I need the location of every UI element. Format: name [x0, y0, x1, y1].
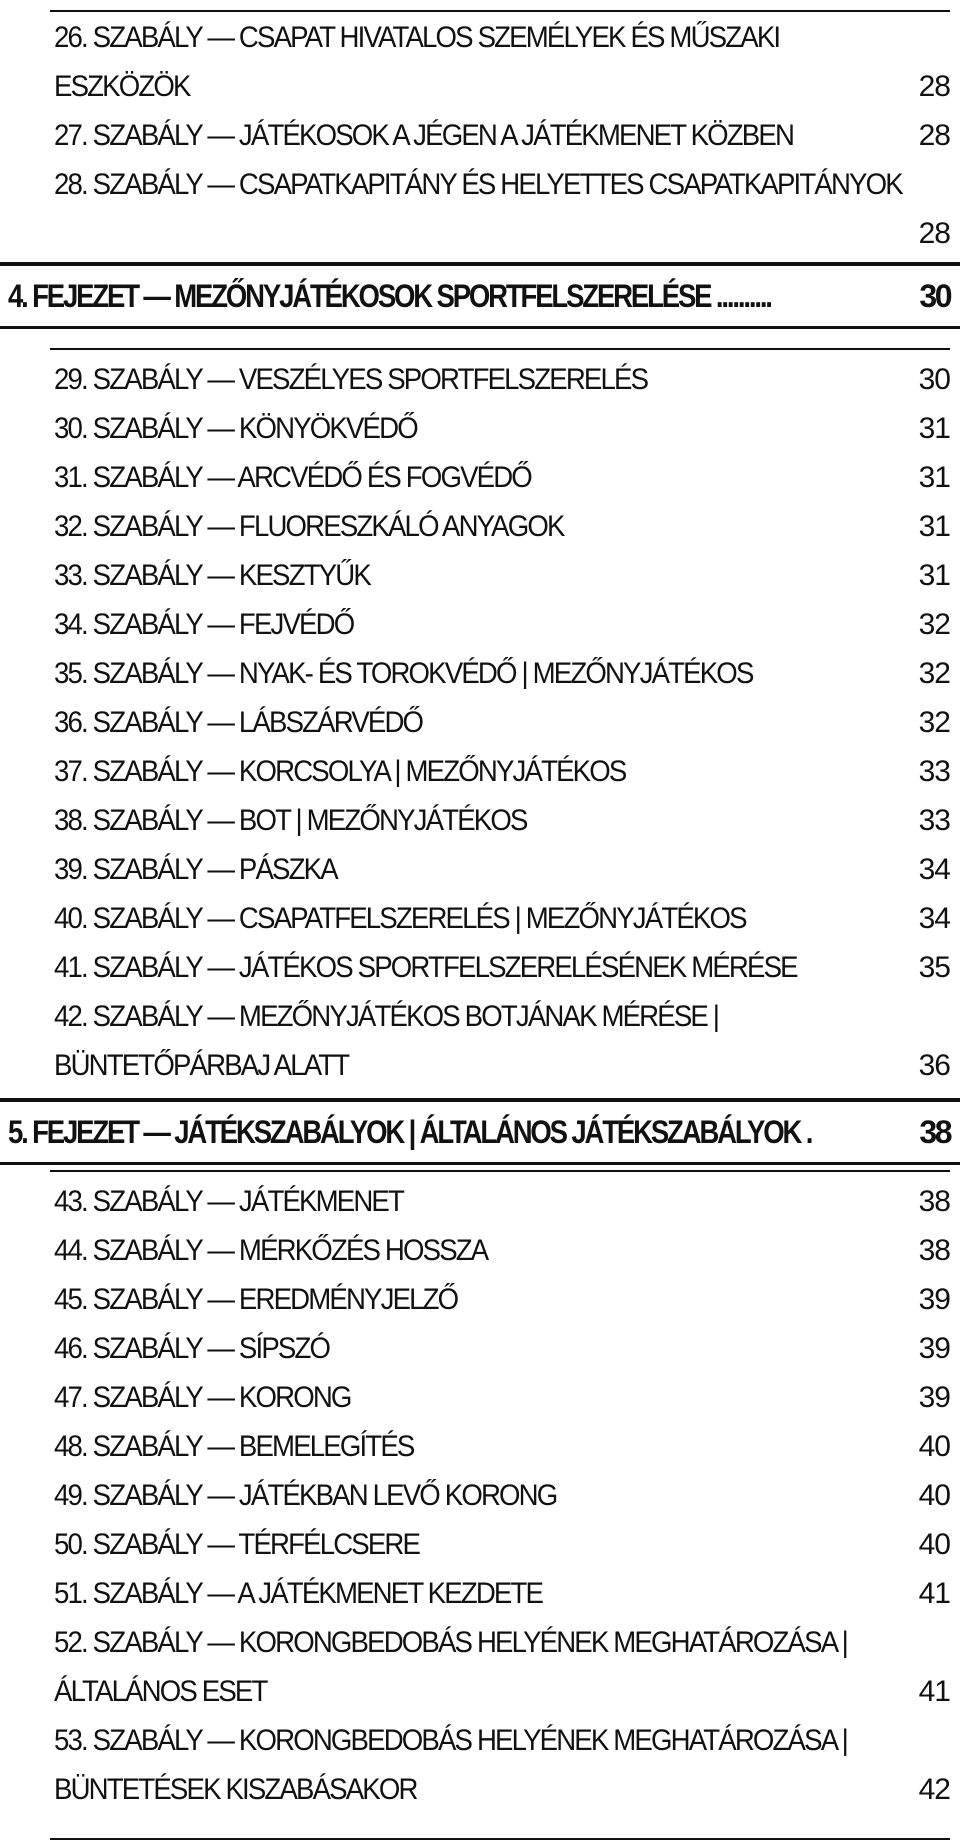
- toc-entry-text: 33. SZABÁLY — KESZTYŰK: [54, 559, 370, 592]
- chapter-title: 5. FEJEZET — JÁTÉKSZABÁLYOK | ÁLTALÁNOS JÁTÉKSZABÁLYOK .: [8, 1114, 812, 1150]
- toc-entry[interactable]: [54, 1471, 950, 1520]
- toc-entry[interactable]: [54, 453, 950, 502]
- chapter-4-heading[interactable]: [8, 268, 950, 324]
- toc-page-number: 28: [918, 70, 950, 103]
- toc-entry-text: ÁLTALÁNOS ESET: [54, 1675, 267, 1708]
- toc-entry-text: 34. SZABÁLY — FEJVÉDŐ: [54, 608, 354, 641]
- toc-entry[interactable]: [54, 698, 950, 747]
- toc-entry[interactable]: [54, 160, 950, 258]
- toc-entry[interactable]: [54, 1177, 950, 1226]
- toc-entry-text: 38. SZABÁLY — BOT | MEZŐNYJÁTÉKOS: [54, 804, 527, 837]
- toc-entry-text: 42. SZABÁLY — MEZŐNYJÁTÉKOS BOTJÁNAK MÉRÉSE |: [54, 1000, 719, 1033]
- toc-entry[interactable]: [54, 1324, 950, 1373]
- toc-entry-text: 53. SZABÁLY — KORONGBEDOBÁS HELYÉNEK MEGHATÁROZÁSA |: [54, 1724, 847, 1757]
- toc-entry[interactable]: [54, 1226, 950, 1275]
- divider: [0, 1162, 960, 1165]
- toc-entry-text: 44. SZABÁLY — MÉRKŐZÉS HOSSZA: [54, 1234, 488, 1267]
- toc-entry-text: 50. SZABÁLY — TÉRFÉLCSERE: [54, 1528, 420, 1561]
- toc-entry-text: 45. SZABÁLY — EREDMÉNYJELZŐ: [54, 1283, 458, 1316]
- toc-entry[interactable]: [54, 551, 950, 600]
- toc-entry[interactable]: [54, 1373, 950, 1422]
- toc-page-number: 39: [918, 1283, 950, 1316]
- toc-entry-text: 29. SZABÁLY — VESZÉLYES SPORTFELSZERELÉS: [54, 363, 648, 396]
- divider: [0, 326, 960, 329]
- toc-page-number: 34: [918, 902, 950, 935]
- toc-entry-text: 39. SZABÁLY — PÁSZKA: [54, 853, 337, 886]
- toc-entry[interactable]: [54, 111, 950, 160]
- toc-page-number: 33: [918, 804, 950, 837]
- toc-entry-text: [54, 209, 878, 258]
- toc-entry[interactable]: [54, 1520, 950, 1569]
- toc-page-number: 40: [918, 1479, 950, 1512]
- divider: [50, 1170, 950, 1172]
- toc-page-number: 36: [918, 1049, 950, 1082]
- chapter-5-heading[interactable]: [8, 1104, 950, 1160]
- toc-page-number: 31: [918, 461, 950, 494]
- toc-page-number: 28: [918, 217, 950, 250]
- toc-page-number: 30: [918, 363, 950, 396]
- toc-entry-text: 48. SZABÁLY — BEMELEGÍTÉS: [54, 1430, 414, 1463]
- toc-page-number: 38: [918, 1185, 950, 1218]
- toc-entry[interactable]: [54, 404, 950, 453]
- toc-entry-text: 41. SZABÁLY — JÁTÉKOS SPORTFELSZERELÉSÉNEK MÉRÉSE: [54, 951, 797, 984]
- toc-entry[interactable]: [54, 943, 950, 992]
- toc-entry[interactable]: [54, 1275, 950, 1324]
- toc-entry-text: 35. SZABÁLY — NYAK- ÉS TOROKVÉDŐ | MEZŐNYJÁTÉKOS: [54, 657, 753, 690]
- toc-page-number: 33: [918, 755, 950, 788]
- toc-entry[interactable]: [54, 649, 950, 698]
- toc-entry[interactable]: [54, 13, 950, 111]
- toc-entry[interactable]: [54, 747, 950, 796]
- toc-page-number: 38: [918, 1234, 950, 1267]
- toc-entry-text: 30. SZABÁLY — KÖNYÖKVÉDŐ: [54, 412, 417, 445]
- toc-entry[interactable]: [54, 502, 950, 551]
- toc-entry-text: 51. SZABÁLY — A JÁTÉKMENET KEZDETE: [54, 1577, 543, 1610]
- toc-page-number: 34: [918, 853, 950, 886]
- toc-page-number: 32: [918, 608, 950, 641]
- chapter-page-number: 38: [919, 1114, 950, 1150]
- toc-entry-text: 47. SZABÁLY — KORONG: [54, 1381, 351, 1414]
- toc-entry-text: 27. SZABÁLY — JÁTÉKOSOK A JÉGEN A JÁTÉKMENET KÖZBEN: [54, 119, 794, 152]
- toc-entry[interactable]: [54, 1618, 950, 1716]
- toc-entry-text: 32. SZABÁLY — FLUORESZKÁLÓ ANYAGOK: [54, 510, 564, 543]
- toc-entry-text: 52. SZABÁLY — KORONGBEDOBÁS HELYÉNEK MEGHATÁROZÁSA |: [54, 1626, 847, 1659]
- chapter-title: 4. FEJEZET — MEZŐNYJÁTÉKOSOK SPORTFELSZERELÉSE ..........: [8, 278, 771, 314]
- toc-entry[interactable]: [54, 992, 950, 1090]
- toc-page-number: 35: [918, 951, 950, 984]
- toc-entry[interactable]: [54, 355, 950, 404]
- toc-entry-text: 26. SZABÁLY — CSAPAT HIVATALOS SZEMÉLYEK ÉS MŰSZAKI: [54, 21, 780, 54]
- toc-entry-text: 40. SZABÁLY — CSAPATFELSZERELÉS | MEZŐNYJÁTÉKOS: [54, 902, 746, 935]
- toc-page-number: 28: [918, 119, 950, 152]
- toc-entry[interactable]: [54, 600, 950, 649]
- toc-page-number: 41: [918, 1577, 950, 1610]
- toc-entry[interactable]: [54, 796, 950, 845]
- toc-entry-text: 37. SZABÁLY — KORCSOLYA | MEZŐNYJÁTÉKOS: [54, 755, 626, 788]
- toc-page-number: 40: [918, 1430, 950, 1463]
- toc-page-number: 31: [918, 412, 950, 445]
- toc-page-number: 42: [918, 1773, 950, 1806]
- toc-entry-text: BÜNTETÉSEK KISZABÁSAKOR: [54, 1773, 417, 1806]
- divider: [50, 10, 950, 12]
- toc-entry-text: 28. SZABÁLY — CSAPATKAPITÁNY ÉS HELYETTES CSAPATKAPITÁNYOK: [54, 168, 902, 201]
- toc-page-number: 40: [918, 1528, 950, 1561]
- divider: [50, 1838, 950, 1840]
- toc-page-number: 32: [918, 706, 950, 739]
- toc-entry[interactable]: [54, 1716, 950, 1814]
- toc-page-number: 31: [918, 510, 950, 543]
- toc-entry-text: 49. SZABÁLY — JÁTÉKBAN LEVŐ KORONG: [54, 1479, 557, 1512]
- divider: [0, 1098, 960, 1102]
- toc-entry-text: ESZKÖZÖK: [54, 70, 190, 103]
- toc-entry-text: 36. SZABÁLY — LÁBSZÁRVÉDŐ: [54, 706, 423, 739]
- toc-entry-text: BÜNTETŐPÁRBAJ ALATT: [54, 1049, 349, 1082]
- toc-entry[interactable]: [54, 894, 950, 943]
- toc-page-number: 39: [918, 1381, 950, 1414]
- toc-page-number: 31: [918, 559, 950, 592]
- chapter-page-number: 30: [919, 278, 950, 314]
- toc-entry[interactable]: [54, 845, 950, 894]
- toc-page-number: 41: [918, 1675, 950, 1708]
- toc-entry[interactable]: [54, 1422, 950, 1471]
- divider: [0, 262, 960, 266]
- toc-entry-text: 46. SZABÁLY — SÍPSZÓ: [54, 1332, 330, 1365]
- toc-page-number: 32: [918, 657, 950, 690]
- toc-page-number: 39: [918, 1332, 950, 1365]
- divider: [50, 348, 950, 350]
- toc-entry-text: 31. SZABÁLY — ARCVÉDŐ ÉS FOGVÉDŐ: [54, 461, 531, 494]
- toc-entry[interactable]: [54, 1569, 950, 1618]
- toc-entry-text: 43. SZABÁLY — JÁTÉKMENET: [54, 1185, 404, 1218]
